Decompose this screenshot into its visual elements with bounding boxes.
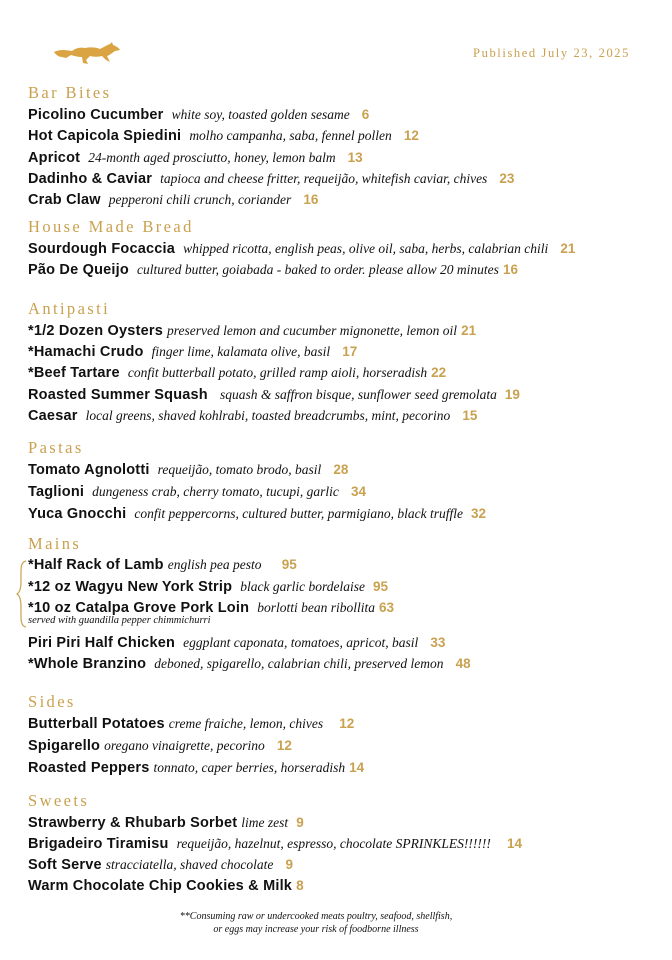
item-price: 16 [303, 192, 319, 207]
menu-item [28, 634, 445, 652]
item-name: Soft Serve [28, 857, 102, 873]
menu-item [28, 261, 518, 279]
item-description: requeijão, hazelnut, espresso, chocolate SPRINKLES!!!!!! [176, 836, 491, 851]
menu-item [28, 715, 354, 733]
item-price: 16 [502, 262, 518, 277]
item-description: white soy, toasted golden sesame [171, 107, 350, 122]
item-name: *Half Rack of Lamb [28, 557, 164, 573]
item-name: Tomato Agnolotti [28, 462, 150, 478]
item-price: 28 [333, 462, 349, 477]
item-price: 15 [462, 408, 478, 423]
menu-item [28, 556, 297, 574]
section-title-pastas: Pastas [28, 438, 84, 457]
item-description: cultured butter, goiabada - baked to order. please allow 20 minutes [136, 262, 499, 277]
menu-item [28, 759, 364, 777]
section-title-bar-bites: Bar Bites [28, 83, 112, 102]
item-description: squash & saffron bisque, sunflower seed gremolata [219, 387, 497, 402]
item-price: 12 [276, 738, 292, 753]
section-title-bread: House Made Bread [28, 217, 194, 236]
item-description: confit peppercorns, cultured butter, parmigiano, black truffle [134, 506, 463, 521]
menu-item [28, 106, 369, 124]
item-description: whipped ricotta, english peas, olive oil, saba, herbs, calabrian chili [183, 241, 549, 256]
item-price: 63 [379, 600, 395, 615]
item-description: deboned, spigarello, calabrian chili, preserved lemon [154, 656, 444, 671]
item-price: 33 [430, 635, 446, 650]
item-name: Caesar [28, 408, 78, 424]
item-name: Brigadeiro Tiramisu [28, 836, 169, 852]
item-price: 48 [455, 656, 471, 671]
item-price: 9 [285, 857, 293, 872]
menu-item [28, 461, 348, 479]
menu-item [28, 170, 514, 188]
item-name: Apricot [28, 150, 81, 166]
item-price: 12 [403, 128, 419, 143]
disclaimer-line-2: or eggs may increase your risk of foodborne illness [213, 924, 419, 935]
menu-item [28, 386, 520, 404]
menu-item [28, 149, 363, 167]
item-name: Dadinho & Caviar [28, 171, 153, 187]
item-price: 34 [350, 484, 367, 499]
served-with-note: served with guandilla pepper chimmichurri [28, 615, 211, 626]
menu-item [28, 505, 486, 523]
item-name: *1/2 Dozen Oysters [28, 323, 163, 339]
item-description: 24-month aged prosciutto, honey, lemon balm [88, 150, 336, 165]
item-price: 17 [342, 344, 358, 359]
menu-item [28, 856, 293, 874]
item-name: *Whole Branzino [28, 656, 147, 672]
item-description: confit butterball potato, grilled ramp aioli, horseradish [127, 365, 428, 380]
item-name: Sourdough Focaccia [28, 241, 176, 257]
item-price: 95 [373, 579, 389, 594]
item-description: pepperoni chili crunch, coriander [108, 192, 292, 207]
menu-item [28, 343, 357, 361]
item-price: 12 [339, 716, 355, 731]
item-name: Strawberry & Rhubarb Sorbet [28, 815, 238, 831]
menu-item [28, 835, 522, 853]
item-name: *Beef Tartare [28, 365, 120, 381]
item-price: 19 [504, 387, 520, 402]
item-description: black garlic bordelaise [240, 579, 365, 594]
running-fox-icon [52, 38, 122, 68]
menu-item [28, 737, 292, 755]
item-name: Butterball Potatoes [28, 716, 165, 732]
item-price: 8 [296, 878, 304, 893]
item-name: Roasted Peppers [28, 760, 150, 776]
item-price: 14 [507, 836, 523, 851]
item-price: 95 [281, 557, 297, 572]
menu-item [28, 322, 476, 340]
item-name: Roasted Summer Squash [28, 387, 208, 403]
item-name: Warm Chocolate Chip Cookies & Milk [28, 878, 293, 894]
item-price: 23 [499, 171, 515, 186]
item-name: Crab Claw [28, 192, 101, 208]
item-description: molho campanha, saba, fennel pollen [189, 128, 392, 143]
item-description: requeijão, tomato brodo, basil [157, 462, 322, 477]
menu-item [28, 191, 318, 209]
menu-item [28, 407, 477, 425]
item-name: Spigarello [28, 738, 101, 754]
item-price: 14 [349, 760, 365, 775]
item-description: creme fraiche, lemon, chives [168, 716, 324, 731]
published-date: Published July 23, 2025 [473, 46, 630, 60]
item-name: Yuca Gnocchi [28, 506, 127, 522]
item-description: english pea pesto [167, 557, 262, 572]
item-price: 6 [361, 107, 370, 122]
disclaimer-line-1: **Consuming raw or undercooked meats poultry, seafood, shellfish, [179, 911, 453, 922]
item-price: 9 [296, 815, 304, 830]
section-title-antipasti: Antipasti [28, 299, 111, 318]
item-description: oregano vinaigrette, pecorino [104, 738, 265, 753]
item-price: 13 [347, 150, 363, 165]
item-description: borlotti bean ribollita [257, 600, 375, 615]
item-description: tapioca and cheese fritter, requeijão, whitefish caviar, chives [160, 171, 488, 186]
menu-item [28, 127, 419, 145]
item-name: Taglioni [28, 484, 85, 500]
item-name: *Hamachi Crudo [28, 344, 144, 360]
menu-item [28, 877, 304, 895]
section-title-sides: Sides [28, 692, 76, 711]
item-name: Pão De Queijo [28, 262, 129, 278]
menu-item [28, 364, 446, 382]
menu-item [28, 814, 304, 832]
item-description: lime zest [241, 815, 289, 830]
raw-food-disclaimer [0, 910, 632, 936]
item-description: local greens, shaved kohlrabi, toasted breadcrumbs, mint, pecorino [85, 408, 451, 423]
item-name: Piri Piri Half Chicken [28, 635, 176, 651]
item-name: *12 oz Wagyu New York Strip [28, 579, 233, 595]
section-title-sweets: Sweets [28, 791, 90, 810]
item-name: *10 oz Catalpa Grove Pork Loin [28, 600, 250, 616]
item-price: 22 [431, 365, 447, 380]
menu-item [28, 483, 366, 501]
item-price: 32 [471, 506, 487, 521]
section-title-mains: Mains [28, 534, 82, 553]
item-description: dungeness crab, cherry tomato, tucupi, garlic [92, 484, 339, 499]
item-description: tonnato, caper berries, horseradish [153, 760, 346, 775]
grouping-brace-icon [16, 560, 28, 628]
item-name: Hot Capicola Spiedini [28, 128, 182, 144]
menu-item [28, 655, 471, 673]
item-price: 21 [560, 241, 576, 256]
item-price: 21 [461, 323, 477, 338]
item-description: stracciatella, shaved chocolate [105, 857, 274, 872]
menu-item [28, 578, 388, 596]
item-name: Picolino Cucumber [28, 107, 164, 123]
item-description: preserved lemon and cucumber mignonette, lemon oil [167, 323, 458, 338]
item-description: finger lime, kalamata olive, basil [151, 344, 331, 359]
menu-item [28, 240, 575, 258]
item-description: eggplant caponata, tomatoes, apricot, basil [183, 635, 419, 650]
